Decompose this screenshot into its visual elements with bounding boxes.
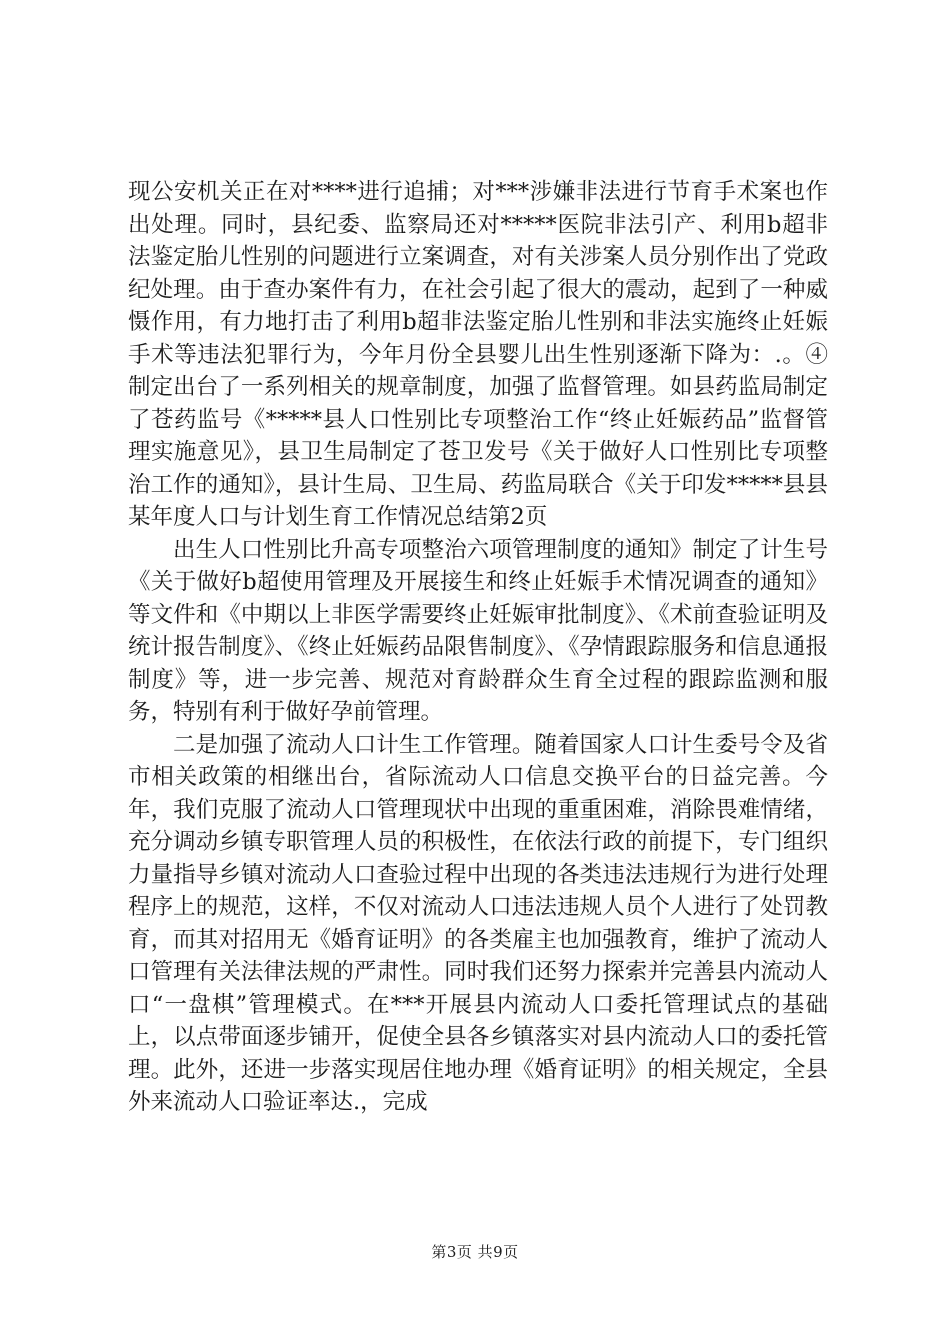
paragraph-2: 出生人口性别比升高专项整治六项管理制度的通知》制定了计生号《关于做好b超使用管理及开展接生和终止妊娠手术情况调查的通知》等文件和《中期以上非医学需要终止妊娠审批制度》、《术前查验证明及统计报告制度》、《终止妊娠药品限售制度》、《孕情跟踪服务和信息通报制度》等，进一步完善、规范对育龄群众生育全过程的跟踪监测和服务，特别有利于做好孕前管理。	[128, 536, 828, 725]
paragraph-1: 现公安机关正在对****进行追捕；对***涉嫌非法进行节育手术案也作出处理。同时，县纪委、监察局还对*****医院非法引产、利用b超非法鉴定胎儿性别的问题进行立案调查，对有关涉案人员分别作出了党政纪处理。由于查办案件有力，在社会引起了很大的震动，起到了一种威慑作用，有力地打击了利用b超非法鉴定胎儿性别和非法实施终止妊娠手术等违法犯罪行为，今年月份全县婴儿出生性别逐渐下降为：.。④制定出台了一系列相关的规章制度，加强了监督管理。如县药监局制定了苍药监号《*****县人口性别比专项整治工作“终止妊娠药品”监督管理实施意见》，县卫生局制定了苍卫发号《关于做好人口性别比专项整治工作的通知》，县计生局、卫生局、药监局联合《关于印发*****县县某年度人口与计划生育工作情况总结第2页	[128, 179, 828, 530]
paragraph-3: 二是加强了流动人口计生工作管理。随着国家人口计生委号令及省市相关政策的相继出台，省际流动人口信息交换平台的日益完善。今年，我们克服了流动人口管理现状中出现的重重困难，消除畏难情绪，充分调动乡镇专职管理人员的积极性，在依法行政的前提下，专门组织力量指导乡镇对流动人口查验过程中出现的各类违法违规行为进行处理程序上的规范，这样，不仅对流动人口违法违规人员个人进行了处罚教育，而其对招用无《婚育证明》的各类雇主也加强教育，维护了流动人口管理有关法律法规的严肃性。同时我们还努力探索并完善县内流动人口“一盘棋”管理模式。在***开展县内流动人口委托管理试点的基础上，以点带面逐步铺开，促使全县各乡镇落实对县内流动人口的委托管理。此外，还进一步落实现居住地办理《婚育证明》的相关规定，全县外来流动人口验证率达.，完成	[128, 731, 828, 1115]
document-body	[128, 176, 828, 1119]
page-footer: 第3页 共9页	[431, 1243, 519, 1261]
